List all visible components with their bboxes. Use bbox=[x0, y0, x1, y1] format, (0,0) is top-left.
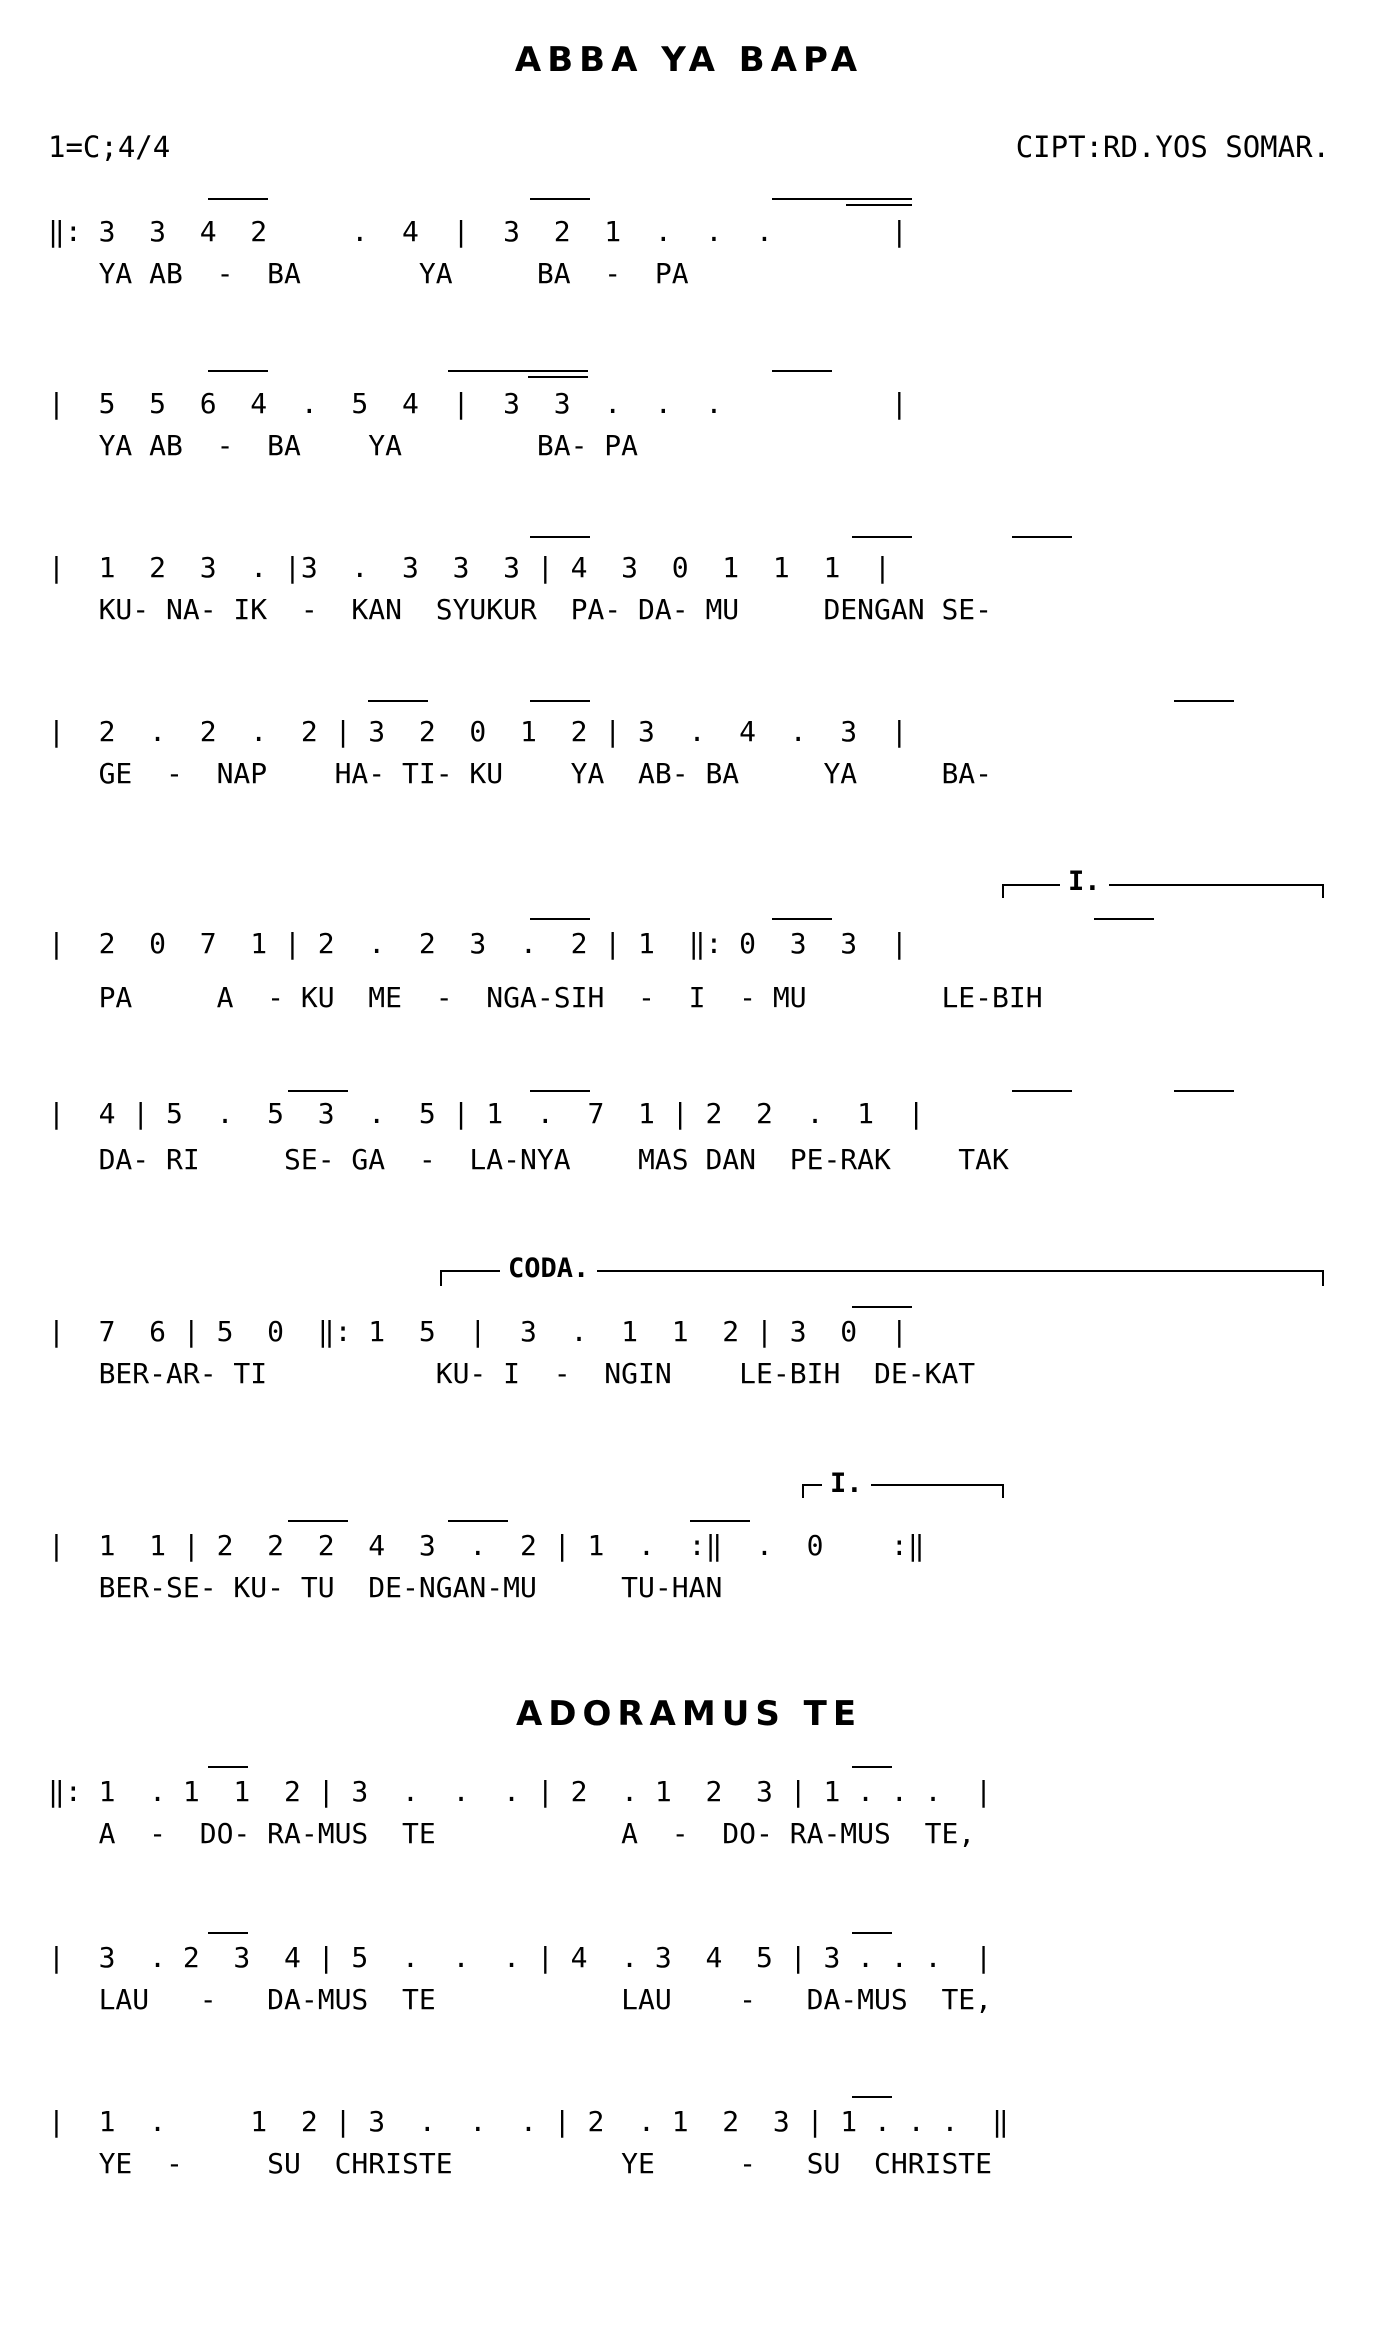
rhythm-beam bbox=[852, 1932, 892, 1934]
coda-end-tick bbox=[1322, 1270, 1324, 1286]
rhythm-beam bbox=[530, 1090, 590, 1092]
rhythm-beam bbox=[846, 204, 912, 206]
rhythm-beam bbox=[772, 918, 832, 920]
rhythm-beam bbox=[852, 2096, 892, 2098]
volta-2-start-tick bbox=[802, 1484, 804, 1498]
song2-notes-line-1: ‖: 1 . 1 1 2 | 3 . . . | 2 . 1 2 3 | 1 . . . | bbox=[48, 1775, 993, 1808]
rhythm-beam bbox=[1094, 918, 1154, 920]
rhythm-beam bbox=[530, 918, 590, 920]
lyrics-line-7: BER-AR- TI KU- I - NGIN LE-BIH DE-KAT bbox=[48, 1357, 976, 1390]
song2-lyrics-line-1: A - DO- RA-MUS TE A - DO- RA-MUS TE, bbox=[48, 1817, 976, 1850]
notes-line-8: | 1 1 | 2 2 2 4 3 . 2 | 1 . :‖ . 0 :‖ bbox=[48, 1529, 925, 1562]
rhythm-beam bbox=[852, 1766, 892, 1768]
coda-label: CODA. bbox=[500, 1253, 597, 1284]
rhythm-beam bbox=[1012, 1090, 1072, 1092]
rhythm-beam bbox=[208, 370, 268, 372]
notes-line-2: | 5 5 6 4 . 5 4 | 3 3 . . . | bbox=[48, 387, 908, 420]
rhythm-beam bbox=[368, 700, 428, 702]
rhythm-beam bbox=[288, 1520, 348, 1522]
song2-notes-line-2: | 3 . 2 3 4 | 5 . . . | 4 . 3 4 5 | 3 . . . | bbox=[48, 1941, 993, 1974]
notes-line-5: | 2 0 7 1 | 2 . 2 3 . 2 | 1 ‖: 0 3 3 | bbox=[48, 927, 908, 960]
rhythm-beam bbox=[772, 198, 912, 200]
rhythm-beam bbox=[772, 370, 832, 372]
rhythm-beam bbox=[448, 370, 588, 372]
coda-start-tick bbox=[440, 1270, 442, 1286]
rhythm-beam bbox=[530, 536, 590, 538]
volta-1-end-tick bbox=[1322, 884, 1324, 898]
rhythm-beam bbox=[208, 1766, 248, 1768]
volta-1-bracket bbox=[1002, 884, 1324, 886]
song2-notes-line-3: | 1 . 1 2 | 3 . . . | 2 . 1 2 3 | 1 . . . ‖ bbox=[48, 2105, 1009, 2138]
notes-line-4: | 2 . 2 . 2 | 3 2 0 1 2 | 3 . 4 . 3 | bbox=[48, 715, 908, 748]
lyrics-line-3: KU- NA- IK - KAN SYUKUR PA- DA- MU DENGAN SE- bbox=[48, 593, 993, 626]
rhythm-beam bbox=[690, 1520, 750, 1522]
rhythm-beam bbox=[448, 1520, 508, 1522]
rhythm-beam bbox=[208, 198, 268, 200]
rhythm-beam bbox=[288, 1090, 348, 1092]
song2-lyrics-line-2: LAU - DA-MUS TE LAU - DA-MUS TE, bbox=[48, 1983, 993, 2016]
rhythm-beam bbox=[530, 198, 590, 200]
rhythm-beam bbox=[208, 1932, 248, 1934]
lyrics-line-5: PA A - KU ME - NGA-SIH - I - MU LE-BIH bbox=[48, 981, 1043, 1014]
lyrics-line-8: BER-SE- KU- TU DE-NGAN-MU TU-HAN bbox=[48, 1571, 723, 1604]
lyrics-line-6: DA- RI SE- GA - LA-NYA MAS DAN PE-RAK TAK bbox=[48, 1143, 1009, 1176]
rhythm-beam bbox=[1174, 700, 1234, 702]
notes-line-7: | 7 6 | 5 0 ‖: 1 5 | 3 . 1 1 2 | 3 0 | bbox=[48, 1315, 908, 1348]
rhythm-beam bbox=[1012, 536, 1072, 538]
notes-line-1: ‖: 3 3 4 2 . 4 | 3 2 1 . . . | bbox=[48, 215, 908, 248]
rhythm-beam bbox=[852, 536, 912, 538]
lyrics-line-1: YA AB - BA YA BA - PA bbox=[48, 257, 689, 290]
key-time-signature: 1=C;4/4 bbox=[48, 130, 171, 164]
composer-credit: CIPT:RD.YOS SOMAR. bbox=[1015, 130, 1330, 164]
volta-1-label: I. bbox=[1060, 866, 1109, 897]
volta-1-start-tick bbox=[1002, 884, 1004, 898]
song1-title: ABBA YA BAPA bbox=[514, 40, 864, 80]
song2-title: ADORAMUS TE bbox=[515, 1694, 863, 1734]
lyrics-line-4: GE - NAP HA- TI- KU YA AB- BA YA BA- bbox=[48, 757, 993, 790]
lyrics-line-2: YA AB - BA YA BA- PA bbox=[48, 429, 639, 462]
rhythm-beam bbox=[1174, 1090, 1234, 1092]
volta-2-end-tick bbox=[1002, 1484, 1004, 1498]
notes-line-6: | 4 | 5 . 5 3 . 5 | 1 . 7 1 | 2 2 . 1 | bbox=[48, 1097, 925, 1130]
notes-line-3: | 1 2 3 . |3 . 3 3 3 | 4 3 0 1 1 1 | bbox=[48, 551, 891, 584]
volta-2-label: I. bbox=[822, 1468, 871, 1499]
rhythm-beam bbox=[528, 376, 588, 378]
song2-lyrics-line-3: YE - SU CHRISTE YE - SU CHRISTE bbox=[48, 2147, 993, 2180]
rhythm-beam bbox=[852, 1306, 912, 1308]
rhythm-beam bbox=[530, 700, 590, 702]
